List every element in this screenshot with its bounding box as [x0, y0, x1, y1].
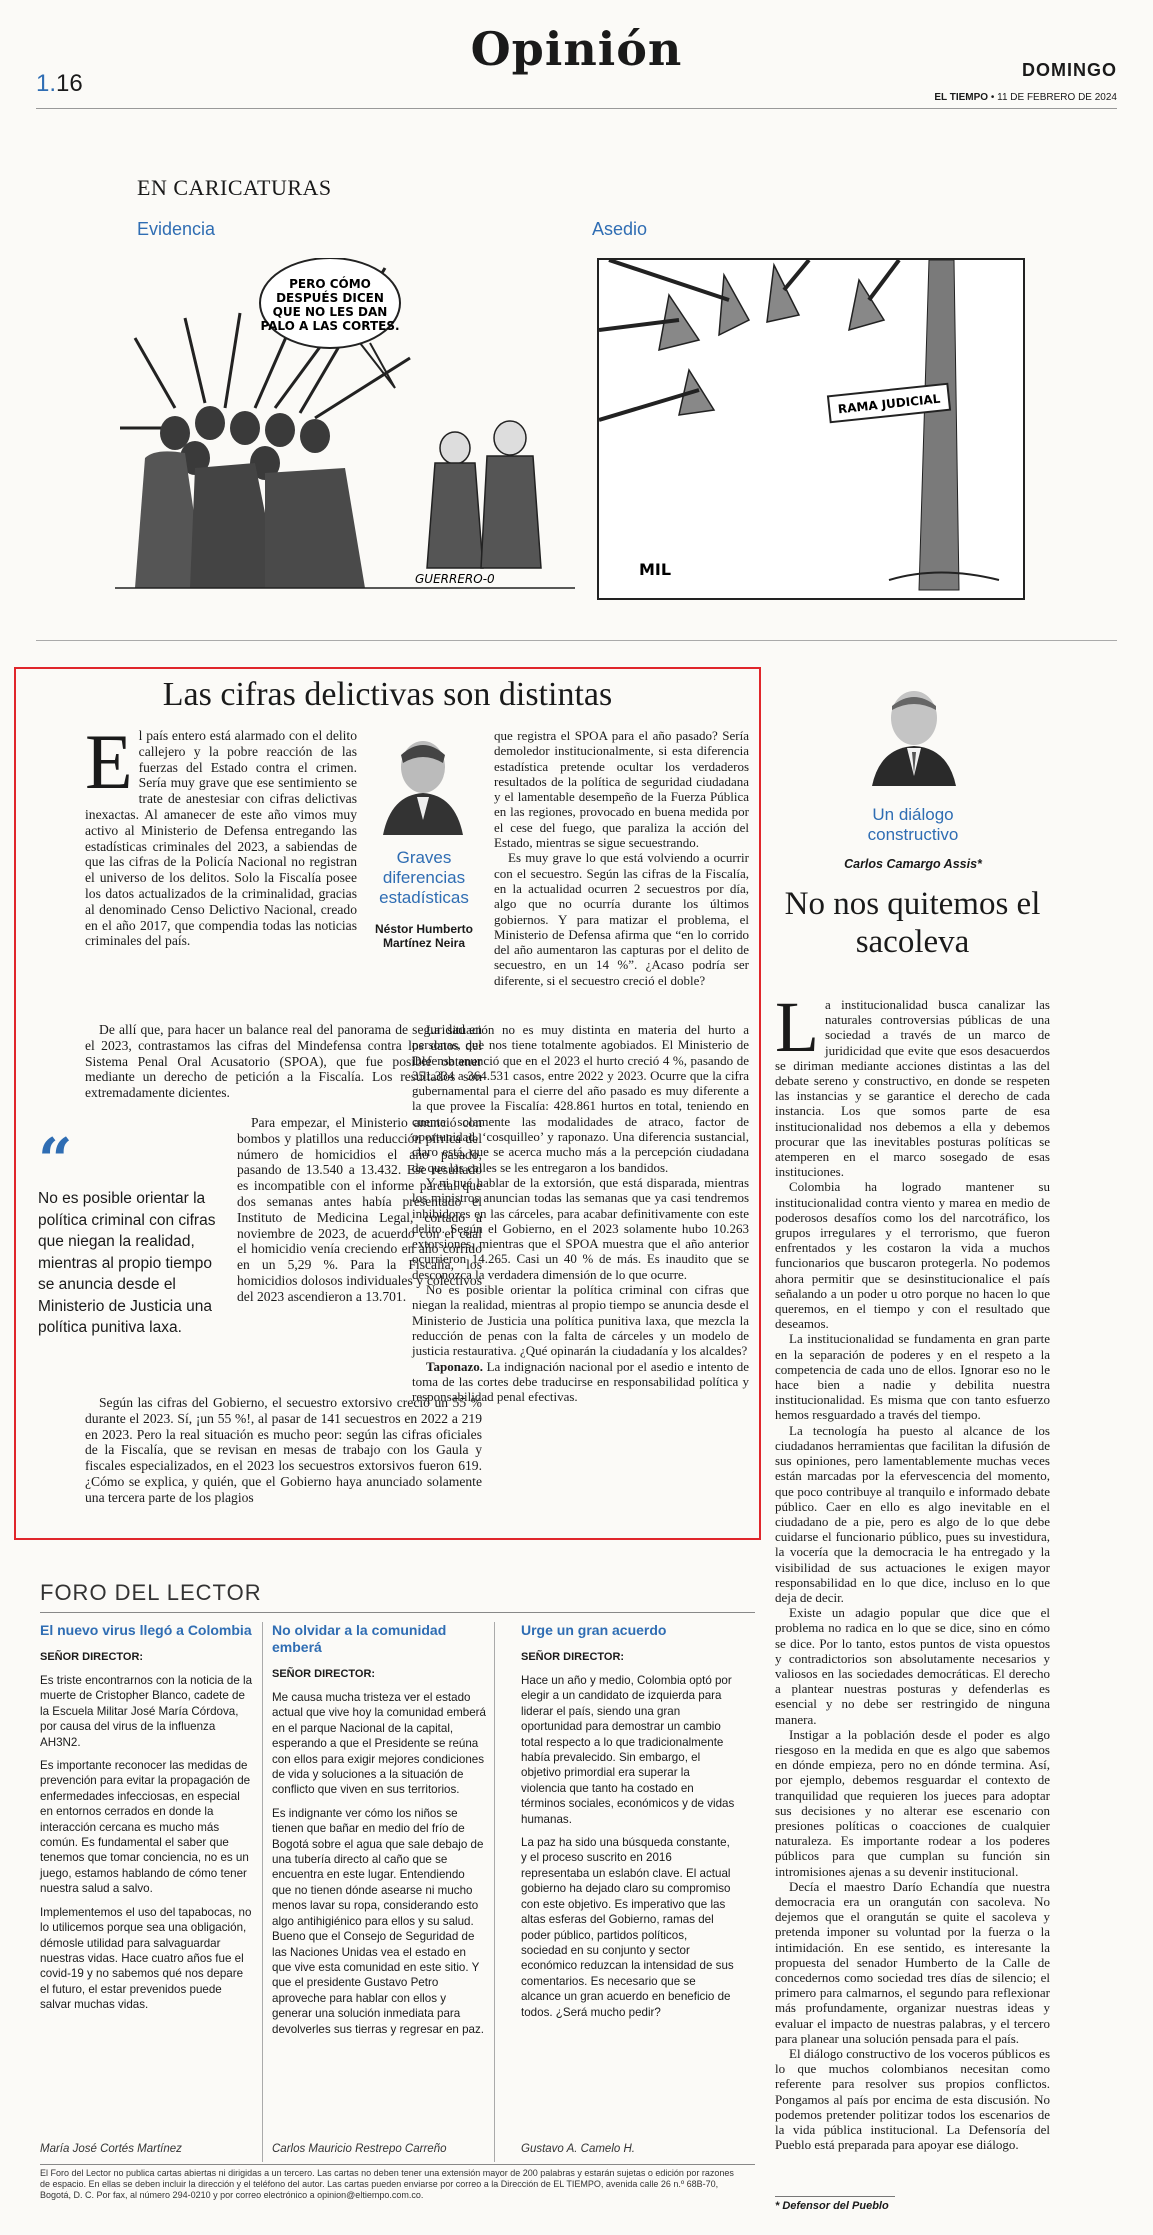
main-col1-lead: l país entero está alarmado con el delito callejero y la pobre reacción de las fuerzas del Estado contra el crimen. Sería muy grave que ese sentimiento se trate de anestesiar con cifras delictivas inexactas. Al amanecer de este año vimos muy activo al Ministerio de Defensa entregando las estadísticas criminales del 2023, a sabiendas de que las cifras de la Policía Nacional no registran el universo de los delitos. Solo la Fiscalía posee los datos actualizados de la criminalidad, gracias al denominado Censo Delictivo Nacional, creado en el año 2017, que compendia todas las noticias criminales del país. [85, 728, 357, 949]
main-col1-p2-text: De allí que, para hacer un balance real del panorama de seguridad en el 2023, contrastamos las cifras del Mindefensa contra los datos del Sistema Penal Oral Acusatorio (SPOA), que fue posible obtener mediante un derecho de petición a la Fiscalía. Los resultados son extremadamente dicientes. [85, 1022, 482, 1101]
paper-name: EL TIEMPO [934, 92, 989, 103]
main-col2-wide [412, 1022, 749, 1404]
pullquote-text: No es posible orientar la política criminal con cifras que niegan la realidad, mientras al propio tiempo se anuncia desde el Ministerio de Justicia una política punitiva laxa. [38, 1190, 216, 1336]
section-title: Opinión [470, 22, 683, 76]
side-p5: Existe un adagio popular que dice que el problema no radica en lo que se dice, sino en cómo se dice. Por lo tanto, estos puntos de vista opuestos y contradictorios son absolutamente necesarios y valiosos en las sociedades democráticas. El derecho a plantear nuestras posturas y defenderlas es esencial y no debe ser restringido de ninguna manera. [775, 1605, 1050, 1727]
cartoon-left-title: Evidencia [137, 219, 216, 239]
header-paper-date [934, 92, 1117, 103]
letter-2-salutation: SEÑOR DIRECTOR: [272, 1668, 376, 1680]
evidencia-speech-line4: PALO A LAS CORTES. [260, 319, 400, 333]
letter-2-p1: Me causa mucha tristeza ver el estado actual que vive hoy la comunidad emberá en el parque Nacional de la capital, esperando a que el Presidente se reúna con ellos para exigir mejores condiciones de vida y soluciones a la situación de conflicto que viven en sus territorios. [272, 1691, 486, 1797]
main-col2-p6 [412, 1359, 749, 1405]
main-col2-p6-text: La indignación nacional por el asedio e intento de toma de las cortes debe traducirse en responsabilidad política y responsabilidad penal efectivas. [412, 1358, 749, 1405]
cartoon-right-title: Asedio [592, 219, 648, 239]
side-p8: El diálogo constructivo de los voceros públicos es lo que muchos colombianos necesitan como referente para resolver sus propios conflictos. Pongamos al país por encima de esta discusión. No podemos pretender politizar todos los escenarios de la vida pública institucional. La Defensoría del Pueblo está preparada para apoyar ese diálogo. [775, 2046, 1050, 2153]
foro-letter-2 [272, 1622, 487, 2045]
header-rule [36, 108, 1117, 109]
foro-divider-1 [262, 1622, 263, 2162]
letter-1-p3: Implementemos el uso del tapabocas, no lo utilicemos porque sea una obligación, démosle utilidad para salvaguardar nuestras vidas. Hace cuatro años fue el covid-19 y no sabemos qué nos depare el futuro, el estar prevenidos puede salvar muchas vidas. [40, 1905, 252, 2012]
evidencia-speech-line3: QUE NO LES DAN [272, 305, 388, 319]
side-p1-text: a institucionalidad busca canalizar las naturales controversias públicas de una sociedad a través de un marco de juridicidad que evite que esos desacuerdos se diriman mediante acciones distintas a las del debate sereno y constructivo, en donde se respeten las instancias y se garantice el derecho de cada instancia. Los que somos parte de esa institucionalidad nos debemos a ella y debemos procurar que las inevitables posturas políticas se atemperen en el marco sosegado de esas instituciones. [775, 997, 1050, 1180]
main-dropcap: E [85, 718, 133, 805]
side-author: Carlos Camargo Assis* [844, 857, 982, 871]
foro-divider-2 [494, 1622, 495, 2162]
asedio-signature: MIL [639, 560, 672, 579]
side-body [775, 987, 1050, 2153]
foro-rule [40, 1612, 755, 1613]
page-number-prefix: 1. [36, 70, 57, 97]
side-dropcap: L [775, 987, 819, 1067]
letter-2-headline: No olvidar a la comunidad emberá [272, 1622, 447, 1655]
letter-2-body [272, 1690, 487, 2037]
side-p3: La institucionalidad se fundamenta en gran parte en la separación de poderes y en el respeto a la competencia de cada uno de ellos. Ignorar eso no le hace bien a nadie y debilita nuestra institucionalidad. Es misma que con tanto esfuerzo hemos resguardado a través del tiempo. [775, 1331, 1050, 1423]
letter-3-headline: Urge un gran acuerdo [521, 1622, 667, 1638]
taponazo-label: Taponazo. [426, 1358, 483, 1374]
main-col1-p4 [85, 1395, 482, 1506]
evidencia-signature: GUERRERO-0 [415, 572, 495, 586]
side-p1 [775, 987, 1050, 1180]
letter-1-body [40, 1673, 255, 2013]
page-number-value: 16 [56, 70, 83, 97]
letter-3-p2: La paz ha sido una búsqueda constante, y el proceso suscrito en 2016 representaba un eslabón clave. El actual gobierno ha dejado claro su compromiso con este objetivo. Es imperativo que las altas esferas del Gobierno, ramas del poder público, partidos políticos, sociedad en su conjunto y sector económico reduzcan la intensidad de sus comentarios. Es necesario que se alcance un gran acuerdo en beneficio de todos. ¿Será mucho pedir? [521, 1836, 734, 2019]
issue-date: • 11 DE FEBRERO DE 2024 [990, 92, 1117, 103]
letter-2-p2: Es indignante ver cómo los niños se tienen que bañar en medio del frío de Bogotá sobre el agua que sale debajo de una tubería directo al caño que se encuentra en este lugar. Entendiendo que no tienen dónde asearse ni mucho menos lavar su ropa, considerando esto algo antihigiénico para ellos y su salud. Bueno que el Consejo de Seguridad de las Naciones Unidas vea el estado en que vive esta comunidad en este sitio. Y que el presidente Gustavo Petro aproveche para hablar con ellos y generar una solución inmediata para devolverles sus tierras y regresar en paz. [272, 1806, 484, 2036]
evidencia-speech-line1: PERO CÓMO [289, 277, 371, 291]
side-p7: Decía el maestro Darío Echandía que nuestra democracia era un orangután con sacoleva. No dejemos que el orangután se quite el sacoleva y pretenda imponer su voluntad por la fuerza o la intimidación. En ese sentido, es interesante la propuesta del senador Humberto de la Calle de concedernos como sociedad tres días de silencio; el primero para calmarnos, el segundo para reflexionar más profundamente, organizar nuestras ideas y evaluar el impacto de nuestras palabras, y el tercero para planear una solución pensada para el país. [775, 1878, 1050, 2046]
pullquote [38, 1126, 223, 1339]
side-p4: La tecnología ha puesto al alcance de los ciudadanos herramientas que facilitan la difusión de sus opiniones, pero lamentablemente muchas veces están marcadas por la efervescencia del momento, que poco contribuye al tranquilo e informado debate público. Caer en ello es algo inevitable en el ciudadano de a pie, pero es algo de lo que debe cuidarse el funcionario público, pues su investidura, la vocería que la democracia le ha entregado y la visibilidad de sus actuaciones le exigen mayor responsabilidad en lo que dice, incluso en lo que deja de decir. [775, 1422, 1050, 1605]
cartoon-asedio-drawing [599, 260, 1023, 598]
cartoons-rule [36, 640, 1117, 641]
side-footnote-rule [775, 2196, 895, 2197]
main-col2-p3: La situación no es muy distinta en materia del hurto a personas, que nos tiene totalmente agobiados. El Ministerio de Defensa anunció que en el 2023 el hurto creció 4 %, pasando de 351.334 a 364.531 casos, entre 2022 y 2023. Ocurre que la cifra gubernamental para el cierre del año pasado es muy diferente a la que provee la Fiscalía: 428.861 hurtos en total, teniendo en cuenta solamente las modalidades de atraco, factor de oportunidad, ‘cosquilleo’ y raponazo. Una diferencia sustancial, claro está, que se acerca mucho más a la percepción ciudadana de que las calles se les entregaron a los bandidos. [412, 1022, 749, 1175]
side-p2: Colombia ha logrado mantener su institucionalidad contra viento y marea en medio de poderosos desafíos como los del narcotráfico, los grupos irregulares y el terrorismo, que fueron enfrentados y les costaron la vida a muchos funcionarios que buscaron protegerla. No podemos ahora permitir que se desinstitucionalice el país señalando a un poder u otro porque no hacen lo que queremos, en el tiempo y con el resultado que deseamos. [775, 1179, 1050, 1332]
main-col2-p2: Es muy grave lo que está volviendo a ocurrir con el secuestro. Según las cifras de la Fiscalía, en la actualidad ocurren 2 secuestros por día, algo que no ocurría durante los últimos gobiernos. Y para matizar el problema, el Ministerio de Defensa afirma que “en lo corrido del año aumentaron las capturas por el delito de secuestro, en un 14 %”. ¿Acaso podría ser diferente, si el secuestro creció el doble? [494, 850, 749, 988]
letter-1-salutation: SEÑOR DIRECTOR: [40, 1651, 144, 1663]
foro-footer-note: El Foro del Lector no publica cartas abiertas ni dirigidas a un tercero. Las cartas no deben tener una extensión mayor de 200 palabras y estarán sujetas o edición por razones de espacio. En ellas se deben incluir la dirección y el teléfono del autor. Las cartas pueden enviarse por correo a la Dirección de EL TIEMPO, avenida calle 26 n.º 68B-70, Bogotá, D. C. Por fax, al número 294-0210 y por correo electrónico a opinion@eltiempo.com.co. [40, 2168, 734, 2200]
foro-footer-rule [40, 2164, 755, 2165]
author-portrait-martinez [373, 725, 473, 835]
letter-3-body [521, 1673, 736, 2020]
quote-mark-icon: “ [38, 1126, 73, 1196]
foro-letter-1 [40, 1622, 255, 2021]
foro-letter-3 [521, 1622, 736, 2028]
letter-3-salutation: SEÑOR DIRECTOR: [521, 1651, 625, 1663]
main-col2 [494, 728, 749, 988]
asedio-sign: RAMA JUDICIAL [837, 391, 941, 417]
letter-1-p2: Es importante reconocer las medidas de prevención para evitar la propagación de enfermedades infecciosas, en especial en entornos cerrados en donde la interacción cercana es mucho más común. Es fundamental el saber que tenemos que tomar conciencia, no es un juego, estamos hablando de cómo tener nuestra salud a salvo. [40, 1759, 251, 1896]
cartoon-evidencia [115, 258, 575, 603]
main-article-headline: Las cifras delictivas son distintas [162, 676, 613, 713]
evidencia-speech-line2: DESPUÉS DICEN [276, 291, 384, 305]
letter-2-signature: Carlos Mauricio Restrepo Carreño [272, 2143, 447, 2155]
letter-1-signature: María José Cortés Martínez [40, 2143, 182, 2155]
foro-title: FORO DEL LECTOR [40, 1580, 262, 1605]
main-col1-p4-text: Según las cifras del Gobierno, el secuestro extorsivo creció un 55 % durante el 2023. Sí, ¡un 55 %!, al pasar de 141 secuestros en 2022 a 219 en 2023. Pero la real situación es mucho peor: según las cifras oficiales de la Fiscalía, que se revisan en mesas de trabajo con los Gaula y fiscales especializados, en el 2023 los secuestros extorsivos fueron 619. ¿Cómo se explica, y quién, que el Gobierno haya anunciado solamente una tercera parte de los plagios [85, 1395, 482, 1505]
side-footnote: * Defensor del Pueblo [775, 2200, 889, 2212]
header-day: DOMINGO [1022, 60, 1117, 80]
main-col1-top [85, 718, 357, 949]
cartoons-section-label: EN CARICATURAS [137, 175, 332, 200]
author-portrait-camargo [864, 676, 964, 786]
letter-1-headline: El nuevo virus llegó a Colombia [40, 1622, 252, 1638]
letter-3-signature: Gustavo A. Camelo H. [521, 2143, 635, 2155]
main-col2-p4: Y ni qué hablar de la extorsión, que está disparada, mientras los ministros anuncian todas las semanas que ya casi tendremos inhibidores en las cárceles, para acabar definitivamente con este delito. Según el Gobierno, en el 2023 solamente hubo 10.263 extorsiones, mientras que el SPOA muestra que el año anterior ocurrieron 14.265. Casi un 40 % de más. Es inaudito que se desconozca la verdadera dimensión de lo que ocurre. [412, 1174, 749, 1282]
main-col2-p1: que registra el SPOA para el año pasado? Sería demoledor institucionalmente, si esta diferencia estadística pretende ocultar los verdaderos resultados de la política de seguridad ciudadana y el lamentable desempeño de la Fuerza Pública en las regiones, provocado en buena medida por el cese del fuego, que paraliza la acción del Estado, mientras se sigue secuestrando. [494, 728, 749, 851]
main-author: Néstor Humberto Martínez Neira [374, 922, 473, 950]
main-column-label: Graves diferencias estadísticas [379, 848, 469, 907]
cartoon-asedio [597, 258, 1025, 600]
side-column-label: Un diálogo constructivo [867, 805, 959, 844]
cartoon-evidencia-drawing [115, 258, 575, 603]
letter-1-p1: Es triste encontrarnos con la noticia de la muerte de Cristopher Blanco, cadete de la Escuela Militar José María Córdova, por causa del virus de la influenza AH3N2. [40, 1674, 253, 1749]
side-headline: No nos quitemos el sacoleva [784, 886, 1041, 960]
letter-3-p1: Hace un año y medio, Colombia optó por elegir a un candidato de izquierda para liderar el país, siendo una gran oportunidad para demostrar un cambio total respecto a lo que tradicionalmente había prevalecido. Sin embargo, el objetivo primordial era superar la violencia que tanto ha costado en términos sociales, económicos y de vidas humanas. [521, 1674, 735, 1826]
main-col2-p5: No es posible orientar la política criminal con cifras que niegan la realidad, mientras al propio tiempo se anuncia desde el Ministerio de Justicia una política punitiva laxa, que mezcla la reducción de penas con la falta de cárceles y un modelo de justicia restaurativa. ¿Qué opinarán la ciudadanía y los alcaldes? [412, 1282, 749, 1359]
main-col1-p3-text: Para empezar, el Ministerio anunció con bombos y platillos una reducción pírrica del número de homicidios el año pasado, pasando de 13.540 a 13.432. Ese resultado es incompatible con el informe parcial que dos semanas antes había presentado el Instituto de Medicina Legal, cortado a noviembre de 2023, de acuerdo con el cual el homicidio venía creciendo en año corrido en un 5,29 %. Para la Fiscalía, los homicidios dolosos individuales y colectivos del 2023 ascendieron a 13.701. [237, 1115, 482, 1304]
side-p6: Instigar a la población desde el poder es algo riesgoso en la medida en que es algo que sabemos en dónde empieza, pero no en dónde termina. Así, por ejemplo, debemos resguardar el contexto de tranquilidad que requieren los jueces para adoptar sus decisiones y no alterar ese escenario con presiones políticas o coacciones de cualquier naturaleza. Es importante rodear a los poderes públicos para que cumplan su función sin intromisiones ajenas a su devenir institucional. [775, 1726, 1050, 1879]
page-header [0, 0, 1153, 110]
